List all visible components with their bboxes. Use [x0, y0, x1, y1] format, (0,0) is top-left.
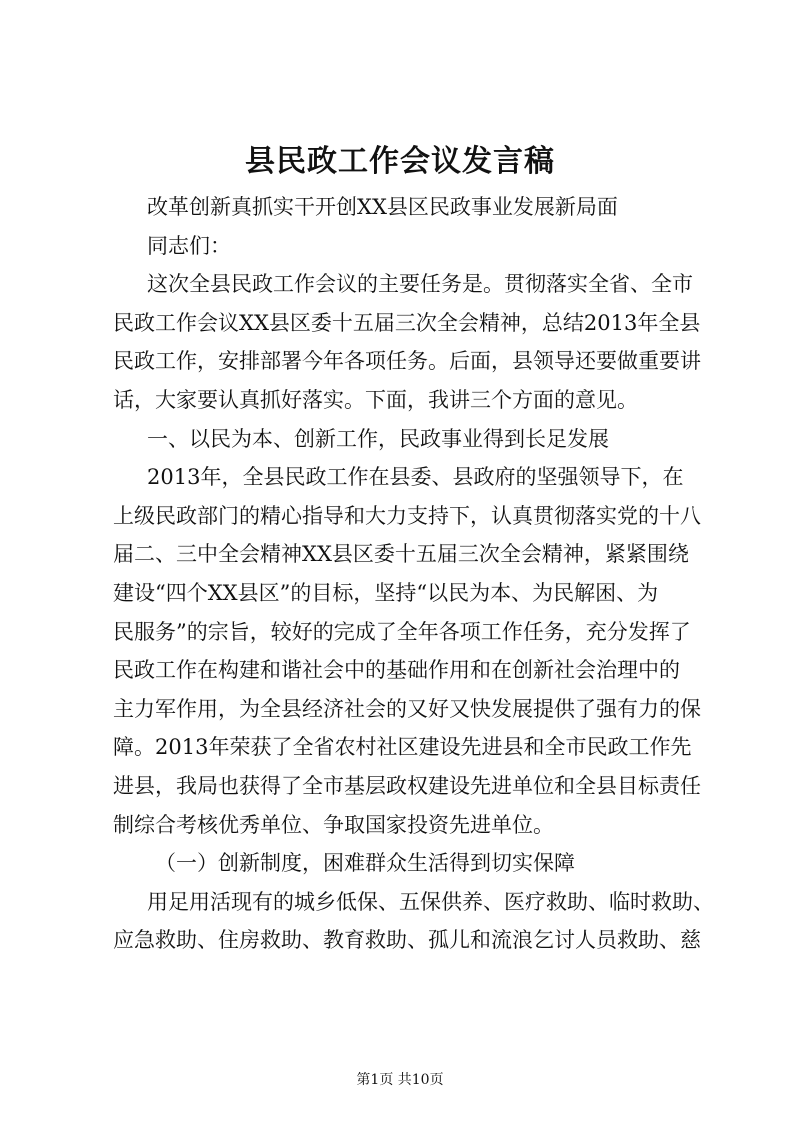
paragraph-line: 主力军作用，为全县经济社会的又好又快发展提供了强有力的保 [113, 696, 701, 721]
paragraph-line: 届二、三中全会精神XX县区委十五届三次全会精神，紧紧围绕 [113, 542, 689, 567]
section-heading: 一、以民为本、创新工作，民政事业得到长足发展 [147, 426, 609, 451]
document-title: 县民政工作会议发言稿 [245, 144, 555, 179]
paragraph-line: 这次全县民政工作会议的主要任务是。贯彻落实全省、全市 [147, 272, 693, 297]
paragraph-line: 民政工作在构建和谐社会中的基础作用和在创新社会治理中的 [113, 658, 680, 683]
paragraph-line: 障。2013年荣获了全省农村社区建设先进县和全市民政工作先 [113, 735, 692, 760]
paragraph-line: 用足用活现有的城乡低保、五保供养、医疗救助、临时救助、 [147, 889, 714, 914]
subtitle-line: 改革创新真抓实干开创XX县区民政事业发展新局面 [147, 195, 618, 219]
paragraph-line: 话，大家要认真抓好落实。下面，我讲三个方面的意见。 [113, 387, 638, 412]
paragraph-line: 制综合考核优秀单位、争取国家投资先进单位。 [113, 812, 554, 837]
paragraph-line: 民服务”的宗旨，较好的完成了全年各项工作任务，充分发挥了 [113, 619, 691, 644]
document-body [113, 188, 714, 960]
paragraph-line: 2013年，全县民政工作在县委、县政府的坚强领导下，在 [147, 465, 684, 490]
paragraph-line: 民政工作会议XX县区委十五届三次全会精神，总结2013年全县 [113, 310, 701, 335]
paragraph-line: 民政工作，安排部署今年各项任务。后面，县领导还要做重要讲 [113, 349, 701, 374]
salutation-line: 同志们： [147, 233, 231, 258]
paragraph-line: 建设“四个XX县区”的目标，坚持“以民为本、为民解困、为 [113, 580, 659, 605]
page-number-footer: 第1页 共10页 [356, 1072, 444, 1088]
paragraph-line: 进县，我局也获得了全市基层政权建设先进单位和全县目标责任 [113, 773, 701, 798]
paragraph-line: 应急救助、住房救助、教育救助、孤儿和流浪乞讨人员救助、慈 [113, 928, 701, 953]
subsection-heading: （一）创新制度，困难群众生活得到切实保障 [155, 851, 575, 876]
paragraph-line: 上级民政部门的精心指导和大力支持下，认真贯彻落实党的十八 [113, 503, 701, 528]
